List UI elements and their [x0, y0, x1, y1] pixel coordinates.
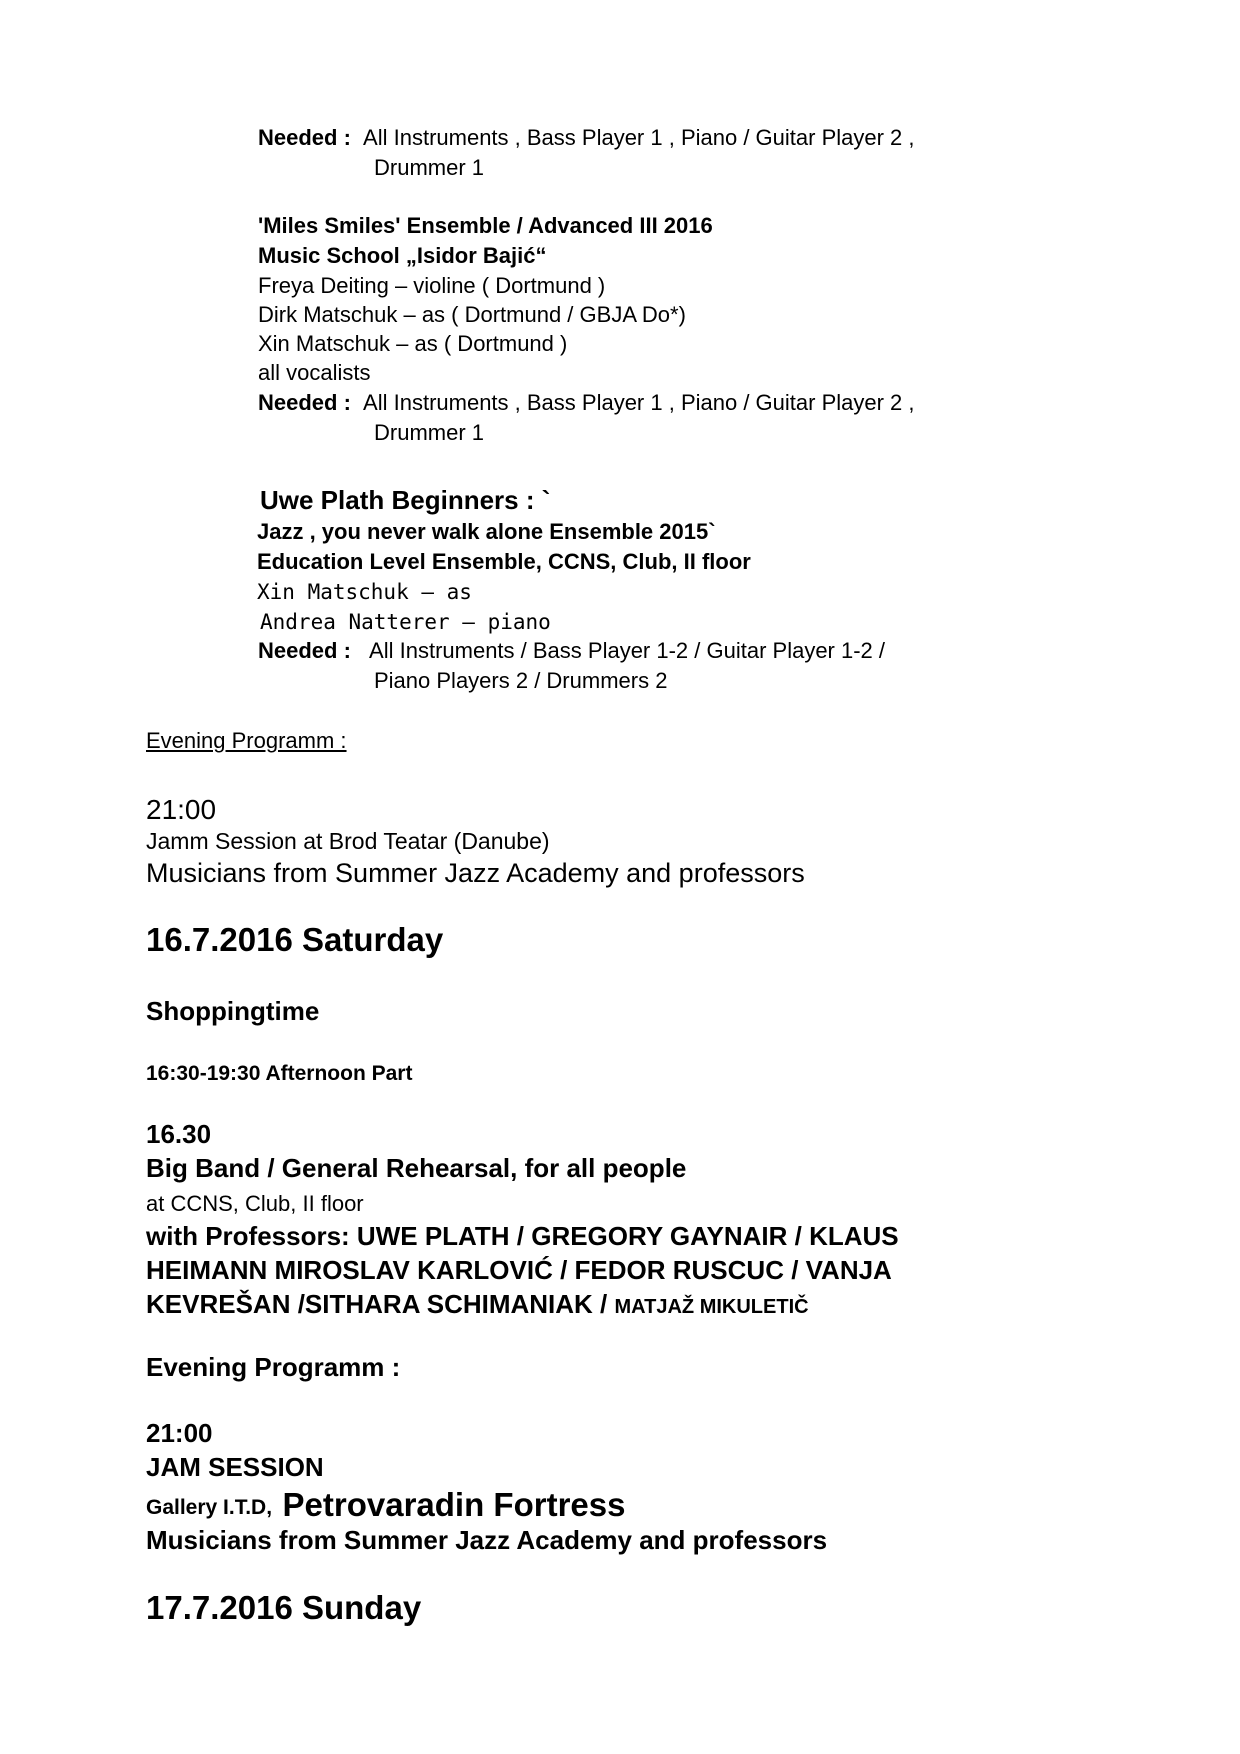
needed-label: Needed :	[258, 638, 351, 663]
event-title: Big Band / General Rehearsal, for all people	[146, 1153, 687, 1183]
needed-row	[258, 392, 915, 414]
event-time: 21:00	[146, 1418, 213, 1448]
needed-text-cont: Drummer 1	[374, 420, 485, 445]
ensemble-title: 'Miles Smiles' Ensemble / Advanced III 2016	[258, 213, 713, 238]
needed-row	[258, 127, 915, 149]
professors-last: MATJAŽ MIKULETIČ	[614, 1296, 809, 1318]
needed-text: All Instruments / Bass Player 1-2 / Guitar Player 1-2 /	[369, 638, 886, 663]
ensemble-title: Jazz , you never walk alone Ensemble 2015`	[257, 519, 716, 544]
needed-label: Needed :	[258, 390, 351, 415]
needed-text-cont: Piano Players 2 / Drummers 2	[374, 668, 668, 693]
needed-label: Needed :	[258, 125, 351, 150]
event-title: Jamm Session at Brod Teatar (Danube)	[146, 828, 550, 854]
member-line: Freya Deiting – violine ( Dortmund )	[258, 273, 606, 298]
member-line: Dirk Matschuk – as ( Dortmund / GBJA Do*)	[258, 302, 686, 327]
day-heading: 17.7.2016 Sunday	[146, 1589, 422, 1626]
needed-text: All Instruments , Bass Player 1 , Piano / Guitar Player 2 ,	[363, 125, 915, 150]
ensemble-level: Education Level Ensemble, CCNS, Club, II floor	[257, 549, 751, 574]
member-line: Andrea Natterer – piano	[260, 610, 551, 634]
gallery-text: Gallery I.T.D,	[146, 1496, 273, 1519]
needed-row	[258, 640, 885, 662]
evening-heading: Evening Programm :	[146, 1352, 401, 1382]
location-text: at CCNS, Club, II floor	[146, 1191, 364, 1216]
evening-heading: Evening Programm :	[146, 728, 347, 753]
member-line: all vocalists	[258, 360, 371, 385]
needed-text-cont: Drummer 1	[374, 155, 485, 180]
event-participants: Musicians from Summer Jazz Academy and professors	[146, 1525, 828, 1555]
shopping-time: Shoppingtime	[146, 996, 320, 1026]
event-location	[146, 1486, 626, 1523]
school-name: Music School „Isidor Bajić“	[258, 243, 547, 268]
event-time: 16.30	[146, 1119, 212, 1149]
member-line: Xin Matschuk – as ( Dortmund )	[258, 331, 568, 356]
needed-text: All Instruments , Bass Player 1 , Piano / Guitar Player 2 ,	[363, 390, 915, 415]
event-time: 21:00	[146, 794, 217, 825]
day-heading: 16.7.2016 Saturday	[146, 921, 444, 958]
member-line: Xin Matschuk – as	[257, 580, 472, 604]
event-participants: Musicians from Summer Jazz Academy and professors	[146, 858, 805, 888]
professors-text: KEVREŠAN /SITHARA SCHIMANIAK /	[146, 1289, 615, 1319]
professors-line: HEIMANN MIROSLAV KARLOVIĆ / FEDOR RUSCUC / VANJA	[146, 1255, 892, 1285]
group-heading: Uwe Plath Beginners : `	[260, 485, 551, 515]
afternoon-part: 16:30-19:30 Afternoon Part	[146, 1062, 413, 1085]
professors-line: with Professors: UWE PLATH / GREGORY GAYNAIR / KLAUS	[146, 1221, 899, 1251]
event-title: JAM SESSION	[146, 1452, 324, 1482]
professors-line	[146, 1291, 809, 1317]
event-location	[146, 1189, 364, 1215]
venue-name: Petrovaradin Fortress	[282, 1486, 626, 1523]
